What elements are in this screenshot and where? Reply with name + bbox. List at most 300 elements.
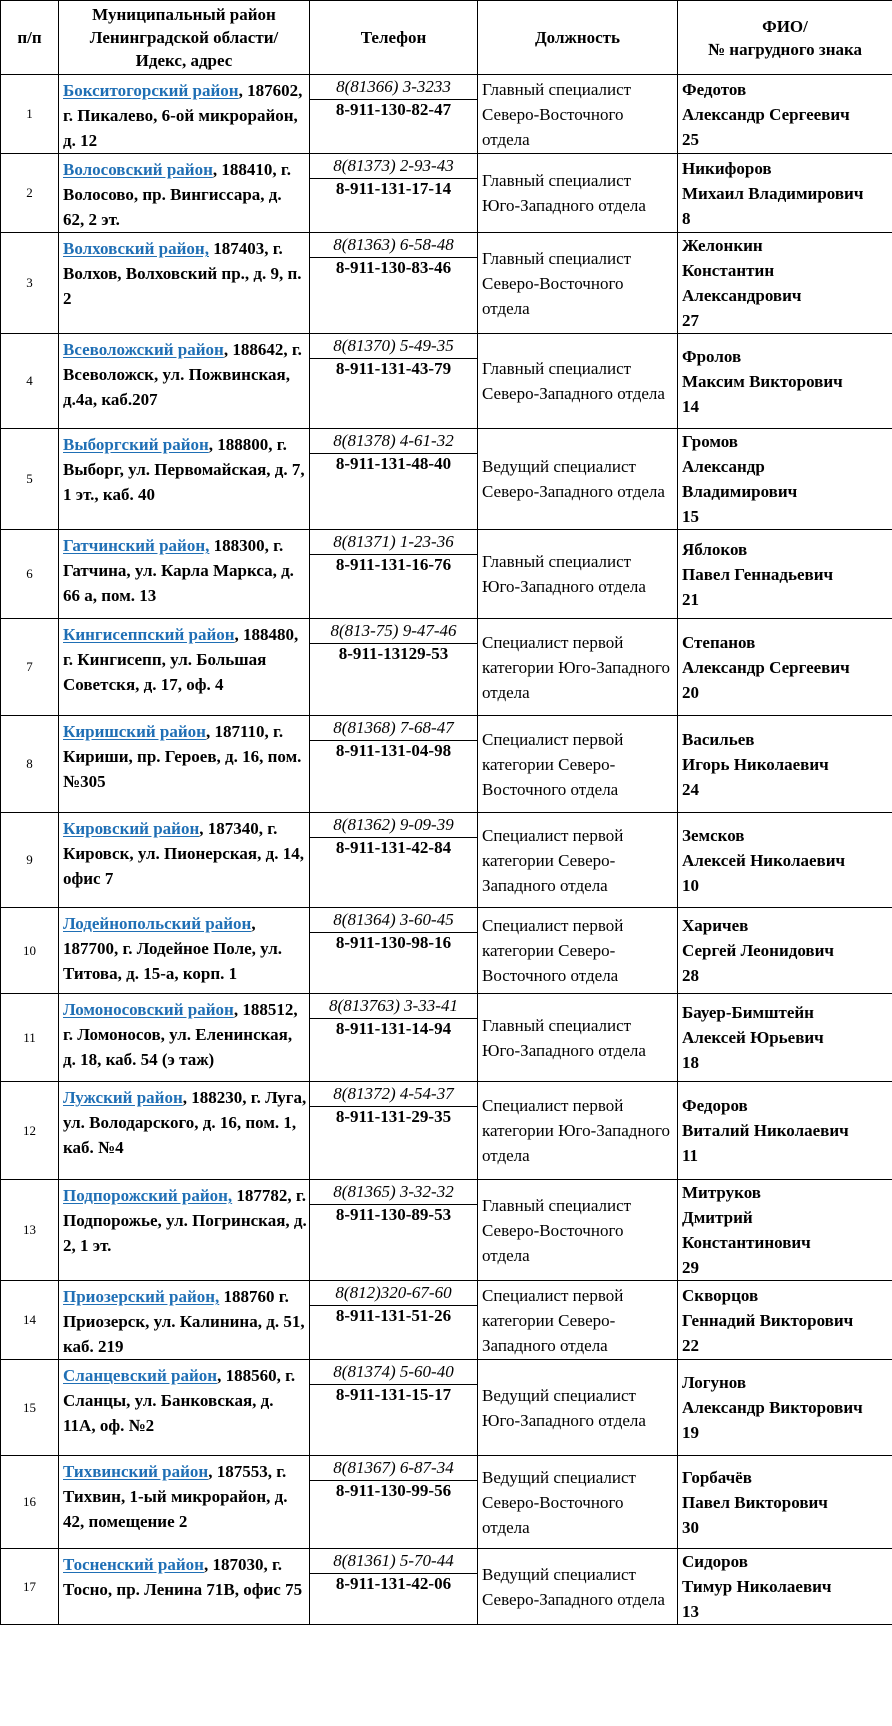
row-number: [1, 619, 59, 716]
row-number-text: 13: [23, 1222, 36, 1237]
district-comma: ,: [208, 1462, 213, 1481]
landline-phone: 8(81371) 1-23-36: [310, 530, 477, 555]
header-district-line: Идекс, адрес: [135, 51, 233, 70]
address-text: 187403, г. Волхов, Волховский пр., д. 9, п. 2: [63, 239, 302, 308]
table-row: [1, 994, 892, 1082]
fio-name-line: Васильев: [682, 729, 755, 749]
badge-number: 25: [682, 129, 699, 149]
district-link[interactable]: Приозерский район,: [63, 1287, 220, 1306]
district-cell: [59, 233, 310, 334]
header-num: [1, 1, 59, 75]
fio-cell: [678, 1456, 892, 1549]
phone-cell: [310, 1456, 478, 1549]
row-number-text: 17: [23, 1578, 36, 1594]
fio-names: [682, 1370, 890, 1420]
badge-number: 15: [682, 507, 699, 526]
row-number: [1, 233, 59, 334]
phone-wrap: [310, 1360, 477, 1405]
district-link[interactable]: Тихвинский район: [63, 1462, 209, 1481]
fio-names: [682, 1283, 890, 1333]
phone-wrap: [310, 1082, 477, 1127]
fio-names: [682, 823, 890, 873]
fio-cell: [678, 1549, 892, 1625]
row-number-text: 7: [26, 659, 33, 674]
row-number: [1, 429, 59, 530]
header-phone-text: Телефон: [360, 28, 427, 47]
district-link[interactable]: Волосовский район: [63, 160, 213, 179]
fio-cell: [678, 619, 892, 716]
row-number-text: 8: [26, 756, 33, 771]
row-number: [1, 908, 59, 994]
fio-names: [682, 630, 890, 680]
fio-cell: [678, 908, 892, 994]
fio-cell: [678, 994, 892, 1082]
position-text: Специалист первой категории Северо-Восточного отдела: [478, 716, 678, 813]
table-row: [1, 233, 892, 334]
district-comma: ,: [251, 914, 256, 933]
mobile-phone: 8-911-131-42-84: [335, 838, 452, 857]
table-row: [1, 619, 892, 716]
district-link[interactable]: Всеволожский район: [63, 340, 224, 359]
landline-phone: 8(81368) 7-68-47: [310, 716, 477, 741]
address-text: 187030, г. Тосно, пр. Ленина 71В, офис 75: [63, 1555, 303, 1599]
badge-number: 20: [682, 682, 699, 702]
district-link[interactable]: Тосненский район: [63, 1555, 204, 1574]
phone-wrap: [310, 1281, 477, 1326]
landline-phone: 8(81370) 5-49-35: [310, 334, 477, 359]
phone-wrap: [310, 1549, 477, 1594]
badge-number: 8: [682, 208, 691, 228]
fio-name-line: Дмитрий: [682, 1208, 753, 1227]
district-link[interactable]: Лодейнопольский район: [63, 914, 252, 933]
phone-wrap: [310, 1456, 477, 1501]
phone-cell: [310, 75, 478, 154]
position-text: Главный специалист Юго-Западного отдела: [478, 994, 678, 1082]
phone-wrap: [310, 233, 477, 278]
fio-names: [682, 1093, 890, 1143]
table-row: [1, 75, 892, 154]
landline-phone: 8(81373) 2-93-43: [310, 154, 477, 179]
badge-number: 19: [682, 1423, 699, 1442]
district-comma: ,: [238, 81, 243, 100]
phone-wrap: [310, 994, 477, 1039]
fio-name-line: Тимур Николаевич: [682, 1577, 832, 1596]
fio-cell: [678, 334, 892, 429]
fio-cell: [678, 716, 892, 813]
district-cell: [59, 908, 310, 994]
landline-phone: 8(81372) 4-54-37: [310, 1082, 477, 1107]
row-number: [1, 994, 59, 1082]
district-link[interactable]: Лужский район: [63, 1088, 183, 1107]
position-text: Главный специалист Юго-Западного отдела: [478, 154, 678, 233]
district-comma: ,: [234, 625, 239, 644]
fio-name-line: Сидоров: [682, 1552, 748, 1571]
table-row: [1, 429, 892, 530]
badge-number: 28: [682, 966, 699, 985]
district-cell: [59, 1082, 310, 1180]
fio-names: [682, 1180, 890, 1255]
district-cell: [59, 1180, 310, 1281]
fio-name-line: Константинович: [682, 1233, 811, 1252]
row-number: [1, 1180, 59, 1281]
fio-name-line: Горбачёв: [682, 1467, 752, 1487]
district-comma: ,: [205, 722, 211, 741]
fio-name-line: Никифоров: [682, 158, 772, 178]
mobile-phone: 8-911-13129-53: [338, 644, 449, 663]
badge-number: 21: [682, 589, 699, 609]
row-number-text: 3: [26, 275, 33, 290]
fio-names: [682, 913, 890, 963]
mobile-phone: 8-911-131-43-79: [335, 359, 452, 378]
row-number-text: 2: [26, 185, 33, 200]
phone-cell: [310, 1082, 478, 1180]
row-number: [1, 1549, 59, 1625]
landline-phone: 8(81366) 3-3233: [310, 75, 477, 100]
position-text: Ведущий специалист Северо-Восточного отдела: [478, 1456, 678, 1549]
district-cell: [59, 1360, 310, 1456]
fio-name-line: Павел Геннадьевич: [682, 564, 834, 584]
address-text: 187340, г. Кировск, ул. Пионерская, д. 14, офис 7: [63, 819, 304, 888]
phone-cell: [310, 994, 478, 1082]
row-number-text: 4: [26, 373, 33, 388]
position-text: Главный специалист Северо-Западного отдела: [478, 334, 678, 429]
row-number: [1, 1456, 59, 1549]
address-text: 188560, г. Сланцы, ул. Банковская, д. 11А, оф. №2: [63, 1366, 296, 1435]
fio-name-line: Сергей Леонидович: [682, 941, 834, 960]
district-comma: ,: [233, 1000, 239, 1019]
phone-cell: [310, 619, 478, 716]
phone-cell: [310, 154, 478, 233]
fio-names: [682, 1549, 890, 1599]
district-cell: [59, 154, 310, 233]
phone-wrap: [310, 908, 477, 953]
mobile-phone: 8-911-131-48-40: [335, 454, 452, 473]
address-text: 188480, г. Кингисепп, ул. Большая Советскя, д. 17, оф. 4: [63, 625, 299, 694]
mobile-phone: 8-911-131-51-26: [335, 1306, 452, 1325]
fio-names: [682, 344, 890, 394]
phone-wrap: [310, 429, 477, 474]
row-number-text: 15: [23, 1399, 36, 1415]
table-row: [1, 334, 892, 429]
fio-names: [682, 429, 890, 504]
landline-phone: 8(81365) 3-32-32: [310, 1180, 477, 1205]
fio-name-line: Бауер-Бимштейн: [682, 1003, 814, 1022]
position-text: Специалист первой категории Юго-Западного отдела: [478, 619, 678, 716]
badge-number: 14: [682, 396, 699, 416]
district-link[interactable]: Выборгский район: [63, 435, 209, 454]
fio-cell: [678, 154, 892, 233]
table-row: [1, 1281, 892, 1360]
table-body: [1, 75, 892, 1625]
district-cell: [59, 334, 310, 429]
district-link[interactable]: Сланцевский район: [63, 1366, 218, 1385]
header-district: [59, 1, 310, 75]
landline-phone: 8(812)320-67-60: [310, 1281, 477, 1306]
mobile-phone: 8-911-130-82-47: [335, 100, 452, 119]
badge-number: 30: [682, 1517, 699, 1537]
row-number: [1, 1360, 59, 1456]
fio-names: [682, 1465, 890, 1515]
phone-wrap: [310, 334, 477, 379]
badge-number: 10: [682, 875, 699, 895]
fio-name-line: Александр Сергеевич: [682, 657, 850, 677]
landline-phone: 8(81362) 9-09-39: [310, 813, 477, 838]
fio-names: [682, 727, 890, 777]
fio-name-line: Владимирович: [682, 482, 798, 501]
district-comma: ,: [182, 1088, 188, 1107]
landline-phone: 8(81364) 3-60-45: [310, 908, 477, 933]
fio-cell: [678, 813, 892, 908]
district-link[interactable]: Ломоносовский район: [63, 1000, 234, 1019]
address-text: 188512, г. Ломоносов, ул. Еленинская, д. 18, каб. 54 (э таж): [63, 1000, 298, 1069]
district-cell: [59, 619, 310, 716]
row-number: [1, 334, 59, 429]
table-row: [1, 1082, 892, 1180]
address-text: 188800, г. Выборг, ул. Первомайская, д. 7, 1 эт., каб. 40: [63, 435, 305, 504]
district-link[interactable]: Гатчинский район,: [63, 536, 210, 555]
fio-name-line: Федоров: [682, 1096, 748, 1115]
header-fio: [678, 1, 892, 75]
fio-names: [682, 537, 890, 587]
phone-wrap: [310, 619, 477, 664]
header-position: [478, 1, 678, 75]
fio-name-line: Степанов: [682, 632, 756, 652]
fio-names: [682, 156, 890, 206]
row-number: [1, 154, 59, 233]
phone-cell: [310, 233, 478, 334]
address-text: 187782, г. Подпорожье, ул. Погринская, д. 2, 1 эт.: [63, 1186, 307, 1255]
fio-name-line: Александр Викторович: [682, 1398, 863, 1417]
fio-name-line: Алексей Николаевич: [682, 850, 846, 870]
mobile-phone: 8-911-131-29-35: [335, 1107, 452, 1126]
district-cell: [59, 1549, 310, 1625]
row-number: [1, 716, 59, 813]
header-phone: [310, 1, 478, 75]
phone-cell: [310, 1360, 478, 1456]
fio-cell: [678, 429, 892, 530]
fio-name-line: Виталий Николаевич: [682, 1121, 849, 1140]
district-comma: ,: [212, 160, 218, 179]
table-row: [1, 813, 892, 908]
phone-cell: [310, 716, 478, 813]
address-text: 188230, г. Луга, ул. Володарского, д. 16, пом. 1, каб. №4: [63, 1088, 307, 1157]
row-number-text: 10: [23, 942, 36, 958]
fio-cell: [678, 1180, 892, 1281]
phone-wrap: [310, 75, 477, 120]
fio-name-line: Павел Викторович: [682, 1492, 828, 1512]
district-cell: [59, 716, 310, 813]
fio-cell: [678, 233, 892, 334]
landline-phone: 8(81367) 6-87-34: [310, 1456, 477, 1481]
fio-name-line: Яблоков: [682, 539, 748, 559]
mobile-phone: 8-911-131-14-94: [335, 1019, 452, 1038]
fio-name-line: Фролов: [682, 346, 742, 366]
row-number-text: 6: [26, 566, 33, 581]
phone-cell: [310, 1180, 478, 1281]
fio-name-line: Максим Викторович: [682, 371, 843, 391]
district-link[interactable]: Бокситогорский район: [63, 81, 239, 100]
address-text: 187553, г. Тихвин, 1-ый микрорайон, д. 42, помещение 2: [63, 1462, 288, 1531]
mobile-phone: 8-911-131-42-06: [335, 1574, 452, 1593]
table-row: [1, 1456, 892, 1549]
district-cell: [59, 994, 310, 1082]
fio-name-line: Алексей Юрьевич: [682, 1028, 824, 1047]
landline-phone: 8(81361) 5-70-44: [310, 1549, 477, 1574]
mobile-phone: 8-911-131-15-17: [335, 1385, 452, 1404]
row-number-text: 1: [26, 106, 33, 121]
row-number-text: 14: [23, 1312, 36, 1327]
fio-names: [682, 1000, 890, 1050]
district-link[interactable]: Кингисеппский район: [63, 625, 235, 644]
fio-name-line: Земсков: [682, 825, 745, 845]
mobile-phone: 8-911-130-83-46: [335, 258, 452, 277]
landline-phone: 8(81374) 5-60-40: [310, 1360, 477, 1385]
position-text: Главный специалист Северо-Восточного отдела: [478, 75, 678, 154]
phone-cell: [310, 908, 478, 994]
fio-cell: [678, 1082, 892, 1180]
phone-cell: [310, 429, 478, 530]
header-num-text: п/п: [17, 28, 42, 47]
row-number-text: 9: [26, 852, 33, 867]
district-comma: ,: [208, 435, 214, 454]
fio-names: [682, 233, 890, 308]
position-text: Главный специалист Северо-Восточного отдела: [478, 233, 678, 334]
district-link[interactable]: Волховский район,: [63, 239, 209, 258]
district-comma: ,: [199, 819, 204, 838]
position-text: Специалист первой категории Северо-Западного отдела: [478, 813, 678, 908]
phone-cell: [310, 530, 478, 619]
badge-number: 24: [682, 779, 699, 799]
position-text: Специалист первой категории Северо-Западного отдела: [478, 1281, 678, 1360]
landline-phone: 8(81378) 4-61-32: [310, 429, 477, 454]
table-row: [1, 1549, 892, 1625]
address-text: 188642, г. Всеволожск, ул. Пожвинская, д.4а, каб.207: [63, 340, 302, 409]
address-text: 188410, г. Волосово, пр. Вингиссара, д. 62, 2 эт.: [63, 160, 291, 229]
header-district-line: Ленинградской области/: [89, 28, 279, 47]
fio-name-line: Михаил Владимирович: [682, 183, 864, 203]
address-text: 187700, г. Лодейное Поле, ул. Титова, д. 15-а, корп. 1: [63, 939, 283, 983]
header-position-text: Должность: [534, 28, 621, 47]
fio-name-line: Громов: [682, 432, 738, 451]
badge-number: 29: [682, 1258, 699, 1277]
fio-cell: [678, 75, 892, 154]
mobile-phone: 8-911-131-16-76: [335, 555, 452, 574]
phone-cell: [310, 1281, 478, 1360]
phone-cell: [310, 334, 478, 429]
position-text: Главный специалист Северо-Восточного отдела: [478, 1180, 678, 1281]
fio-cell: [678, 1281, 892, 1360]
phone-wrap: [310, 813, 477, 858]
fio-names: [682, 77, 890, 127]
fio-name-line: Константин: [682, 261, 775, 280]
fio-name-line: Митруков: [682, 1183, 761, 1202]
address-text: 188760 г. Приозерск, ул. Калинина, д. 51, каб. 219: [63, 1287, 305, 1356]
district-comma: ,: [223, 340, 229, 359]
fio-name-line: Логунов: [682, 1373, 747, 1392]
fio-name-line: Александр Сергеевич: [682, 104, 850, 124]
mobile-phone: 8-911-131-17-14: [335, 179, 452, 198]
district-link[interactable]: Подпорожский район,: [63, 1186, 233, 1205]
district-comma: ,: [217, 1366, 222, 1385]
district-link[interactable]: Кировский район: [63, 819, 200, 838]
district-cell: [59, 429, 310, 530]
fio-name-line: Игорь Николаевич: [682, 754, 829, 774]
table-row: [1, 1360, 892, 1456]
row-number: [1, 75, 59, 154]
header-fio-line: № нагрудного знака: [707, 39, 863, 59]
mobile-phone: 8-911-130-89-53: [335, 1205, 452, 1224]
position-text: Специалист первой категории Северо-Восточного отдела: [478, 908, 678, 994]
address-text: 187110, г. Кириши, пр. Героев, д. 16, пом. №305: [63, 722, 302, 791]
phone-wrap: [310, 1180, 477, 1225]
address-text: 188300, г. Гатчина, ул. Карла Маркса, д. 66 а, пом. 13: [63, 536, 294, 605]
badge-number: 18: [682, 1053, 699, 1072]
landline-phone: 8(813-75) 9-47-46: [310, 619, 477, 644]
header-row: [1, 1, 892, 75]
row-number: [1, 1281, 59, 1360]
header-fio-line: ФИО/: [762, 16, 808, 36]
address-text: 187602, г. Пикалево, 6-ой микрорайон, д. 12: [63, 81, 303, 150]
row-number: [1, 813, 59, 908]
landline-phone: 8(813763) 3-33-41: [310, 994, 477, 1019]
district-cell: [59, 813, 310, 908]
table-row: [1, 908, 892, 994]
row-number-text: 16: [23, 1494, 36, 1509]
position-text: Специалист первой категории Юго-Западного отдела: [478, 1082, 678, 1180]
position-text: Ведущий специалист Северо-Западного отдела: [478, 1549, 678, 1625]
badge-number: 13: [682, 1602, 699, 1621]
phone-cell: [310, 1549, 478, 1625]
table-row: [1, 530, 892, 619]
mobile-phone: 8-911-131-04-98: [335, 741, 452, 760]
fio-name-line: Александрович: [682, 286, 802, 305]
phone-wrap: [310, 530, 477, 575]
fio-name-line: Скворцов: [682, 1285, 759, 1305]
fio-cell: [678, 530, 892, 619]
row-number: [1, 530, 59, 619]
fio-name-line: Александр: [682, 457, 765, 476]
row-number: [1, 1082, 59, 1180]
district-comma: ,: [203, 1555, 209, 1574]
badge-number: 27: [682, 311, 699, 330]
fio-cell: [678, 1360, 892, 1456]
district-cell: [59, 1281, 310, 1360]
table-row: [1, 716, 892, 813]
district-cell: [59, 75, 310, 154]
header-district-line: Муниципальный район: [92, 5, 276, 24]
badge-number: 22: [682, 1335, 699, 1355]
row-number-text: 11: [23, 1029, 36, 1045]
fio-name-line: Желонкин: [682, 236, 763, 255]
badge-number: 11: [682, 1146, 699, 1165]
position-text: Ведущий специалист Юго-Западного отдела: [478, 1360, 678, 1456]
phone-cell: [310, 813, 478, 908]
mobile-phone: 8-911-130-98-16: [335, 933, 452, 952]
district-cell: [59, 1456, 310, 1549]
row-number-text: 12: [23, 1122, 36, 1138]
row-number-text: 5: [26, 471, 33, 486]
mobile-phone: 8-911-130-99-56: [335, 1481, 452, 1500]
position-text: Главный специалист Юго-Западного отдела: [478, 530, 678, 619]
district-cell: [59, 530, 310, 619]
fio-name-line: Федотов: [682, 79, 747, 99]
landline-phone: 8(81363) 6-58-48: [310, 233, 477, 258]
district-link[interactable]: Киришский район: [63, 722, 206, 741]
table-row: [1, 154, 892, 233]
fio-name-line: Геннадий Викторович: [682, 1310, 854, 1330]
phone-wrap: [310, 154, 477, 199]
table-row: [1, 1180, 892, 1281]
